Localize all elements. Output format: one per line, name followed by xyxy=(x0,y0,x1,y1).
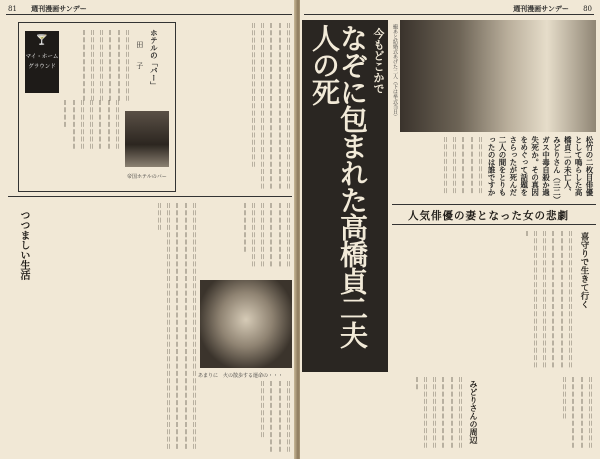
article-body-mid: ＝＝＝＝＝＝＝＝＝＝＝＝＝＝＝＝＝＝＝＝＝＝＝＝＝＝＝＝＝＝＝＝＝＝＝＝＝＝＝＝＝＝＝＝＝＝＝＝＝＝＝＝ xyxy=(240,202,292,268)
headline-rule-bottom xyxy=(392,224,596,225)
logo-line2: グラウンド xyxy=(28,64,56,70)
article-title: なぞに包まれた高橋貞二夫人の死 xyxy=(308,24,369,348)
page-header-left xyxy=(8,4,87,14)
headline-rule-top xyxy=(392,204,596,205)
woman-portrait-photo xyxy=(200,280,292,368)
article-body-top: ＝＝＝＝＝＝＝＝＝＝＝＝＝＝＝＝＝＝＝＝＝＝＝＝＝＝＝＝＝＝＝＝＝＝＝＝＝＝＝＝＝＝＝＝＝＝＝＝＝＝＝＝＝＝＝＝＝＝＝＝＝＝＝＝＝＝＝＝＝＝＝＝＝＝＝＝＝＝＝＝＝＝＝＝＝＝＝＝＝＝＝＝＝＝＝＝＝＝＝＝＝＝＝＝＝＝＝＝＝＝＝＝ xyxy=(249,22,292,190)
page-header-right xyxy=(513,4,592,14)
article-body-right-bottom2: ＝＝＝＝＝＝＝＝＝＝＝＝＝＝＝＝＝＝＝＝＝＝＝＝＝＝＝＝＝＝＝＝＝＝＝＝ xyxy=(559,376,594,449)
photo-caption: 松竹の二枚目俳優として鳴らした高橋貞二の未亡人、みどりさん（三二）ガス中毒自殺か過失死か。その真因をめぐって話題をさらったが死んだ二人の間をとりもったのは誰ですか xyxy=(487,136,594,200)
subhead-2: みどりさんの周辺 xyxy=(469,380,478,444)
article-body-right-top: ＝＝＝＝＝＝＝＝＝＝＝＝＝＝＝＝＝＝＝＝＝＝＝＝＝＝＝＝＝＝＝＝＝＝＝＝＝＝＝＝＝＝＝＝＝＝＝＝＝＝＝＝＝＝＝＝＝＝＝＝＝＝＝＝＝＝＝＝＝＝＝＝＝＝＝＝＝＝＝＝＝＝＝＝＝＝＝＝＝＝＝＝＝＝＝＝ xyxy=(522,230,574,369)
column-author: 田 子 xyxy=(135,41,144,69)
header-rule xyxy=(304,14,594,15)
column-body-lower: ＝＝＝＝＝＝＝＝＝＝＝＝＝＝＝＝＝＝＝＝＝＝＝＝＝＝＝＝＝＝＝＝＝＝＝＝＝＝＝＝＝＝＝＝＝＝ xyxy=(60,99,121,151)
column-photo-caption: 帝国ホテルのバー xyxy=(127,174,167,180)
side-heading: つつましい生活 xyxy=(18,210,29,280)
subhead-1: 喜守りで生きて行く xyxy=(579,232,589,309)
magazine-title: 週刊漫画サンデー xyxy=(31,4,87,13)
header-rule xyxy=(6,14,292,15)
column-box xyxy=(18,22,176,192)
magazine-title: 週刊漫画サンデー xyxy=(513,4,569,13)
title-banner xyxy=(302,20,388,372)
photo-note: 撮あと結婚式あげた二人（下は挙式当日） xyxy=(392,24,398,119)
wedding-photo xyxy=(400,20,596,132)
column-title: ホテルの「バー」 xyxy=(149,29,159,89)
right-page xyxy=(300,0,600,459)
left-page xyxy=(0,0,296,459)
page-number: 81 xyxy=(8,5,17,13)
page-number: 80 xyxy=(583,5,592,13)
portrait-caption: あまりに 火の散歩する運命の・・・ xyxy=(198,373,284,379)
intro-text: ＝＝＝＝＝＝＝＝＝＝＝＝＝＝＝＝＝＝＝＝＝＝＝＝＝＝＝＝＝＝＝＝＝＝＝＝＝＝＝＝ xyxy=(441,136,484,195)
kicker-text: 今もどこかで xyxy=(372,28,385,94)
column-body: ＝＝＝＝＝＝＝＝＝＝＝＝＝＝＝＝＝＝＝＝＝＝＝＝＝＝＝＝＝＝＝＝＝＝＝＝＝＝＝＝＝＝＝＝＝＝＝＝＝＝＝＝＝＝＝＝＝＝＝＝ xyxy=(79,29,131,102)
column-logo xyxy=(25,31,59,93)
column-rule xyxy=(8,196,292,197)
cocktail-glass-icon: 🍸 xyxy=(35,35,49,46)
article-body-bottom: ＝＝＝＝＝＝＝＝＝＝＝＝＝＝＝＝＝＝＝＝＝＝＝＝＝＝＝＝＝＝＝＝＝＝＝＝＝＝＝＝＝＝＝＝＝＝＝＝＝＝＝＝＝＝＝＝＝＝＝＝＝＝＝＝＝＝＝＝＝＝＝＝＝＝＝＝＝＝＝＝＝＝＝＝＝＝＝＝＝＝＝＝＝＝＝＝＝＝＝＝＝＝＝＝＝＝＝＝＝＝＝＝＝＝＝＝＝＝＝＝＝＝＝＝＝＝＝＝＝＝＝＝＝＝＝＝＝＝＝＝ xyxy=(155,202,198,451)
column-photo xyxy=(125,111,169,167)
headline: 人気俳優の妻となった女の悲劇 xyxy=(408,210,569,222)
article-body-foot: ＝＝＝＝＝＝＝＝＝＝＝＝＝＝＝＝＝＝＝＝＝＝＝＝＝＝＝＝＝＝＝＝＝＝＝＝＝＝ xyxy=(257,380,292,453)
logo-line1: マイ・ホーム xyxy=(25,54,59,60)
article-body-right-bottom: ＝＝＝＝＝＝＝＝＝＝＝＝＝＝＝＝＝＝＝＝＝＝＝＝＝＝＝＝＝＝＝＝＝＝＝＝＝＝＝＝＝＝＝＝＝＝＝＝＝＝＝＝ xyxy=(412,376,464,449)
